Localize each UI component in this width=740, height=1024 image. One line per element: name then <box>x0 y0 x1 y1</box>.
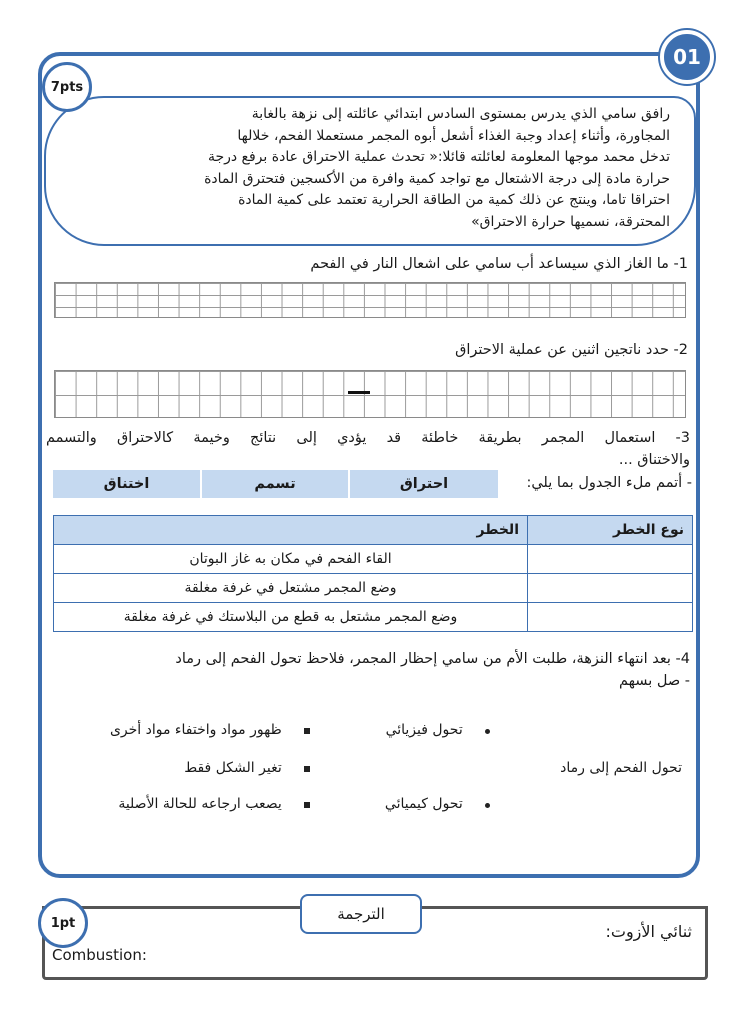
match-center-item: تحول الفحم إلى رماد <box>560 760 682 776</box>
bullet-square-icon <box>304 802 310 808</box>
match-property-1[interactable] <box>50 722 310 738</box>
bullet-dot-icon <box>485 803 490 808</box>
match-property-label: يصعب ارجاعه للحالة الأصلية <box>118 796 282 812</box>
question-3-line1: 3- استعمال المجمر بطريقة خاطئة قد يؤدي إلى نتائج وخيمة كالاحتراق والتسمم <box>46 430 690 446</box>
risk-cell: القاء الفحم في مكان به غاز البوتان <box>54 545 528 574</box>
translation-points-badge: 1pt <box>38 898 88 948</box>
match-property-label: تغير الشكل فقط <box>184 760 282 776</box>
risk-table <box>53 515 693 632</box>
match-type-label: تحول فيزيائي <box>385 722 463 738</box>
question-4-line2: - صل بسهم <box>618 673 690 689</box>
header-risk-type: نوع الخطر <box>528 516 693 545</box>
risk-type-cell[interactable] <box>528 545 693 574</box>
option-combustion: احتراق <box>350 470 498 498</box>
match-property-2[interactable] <box>50 760 310 776</box>
intro-line: تدخل محمد موجها المعلومة لعائلته قائلا:« تحدث عملية الاحتراق عادة برفع درجة <box>207 149 670 165</box>
option-poisoning: تسمم <box>202 470 348 498</box>
risk-type-cell[interactable] <box>528 574 693 603</box>
risk-cell: وضع المجمر مشتعل به قطع من البلاستك في غرفة مغلقة <box>54 603 528 632</box>
table-row <box>54 574 693 603</box>
table-row <box>54 545 693 574</box>
table-row <box>54 603 693 632</box>
question-3-line2: والاختناق ... <box>618 452 690 468</box>
question-3-instruction: - أتمم ملء الجدول بما يلي: <box>526 475 692 491</box>
translation-arabic-term: ثنائي الأزوت: <box>605 922 692 941</box>
question-4-line1: 4- بعد انتهاء النزهة، طلبت الأم من سامي إحظار المجمر، فلاحظ تحول الفحم إلى رماد <box>175 651 690 667</box>
intro-line: رافق سامي الذي يدرس بمستوى السادس ابتدائي عائلته إلى نزهة بالغابة <box>251 106 670 122</box>
points-badge: 7pts <box>42 62 92 112</box>
exercise-number-badge: 01 <box>660 30 714 84</box>
bullet-square-icon <box>304 728 310 734</box>
match-type-label: تحول كيميائي <box>384 796 463 812</box>
grid-separator-dash <box>348 391 370 394</box>
bullet-square-icon <box>304 766 310 772</box>
intro-line: المحترقة، نسميها حرارة الاحتراق» <box>471 213 670 230</box>
question-1: 1- ما الغاز الذي سيساعد أب سامي على اشعال النار في الفحم <box>310 256 688 272</box>
header-risk: الخطر <box>54 516 528 545</box>
match-property-3[interactable] <box>50 796 310 812</box>
table-header-row <box>54 516 693 545</box>
risk-type-cell[interactable] <box>528 603 693 632</box>
bullet-dot-icon <box>485 729 490 734</box>
match-property-label: ظهور مواد واختفاء مواد أخرى <box>109 722 282 738</box>
answer-grid-1[interactable] <box>54 282 686 318</box>
match-type-chemical[interactable] <box>340 796 490 812</box>
question-2: 2- حدد ناتجين اثنين عن عملية الاحتراق <box>455 342 688 358</box>
intro-line: المجاورة، وأثناء إعداد وجبة الغذاء أشعل أبوه المجمر مستعملا الفحم، خلالها <box>237 127 670 144</box>
option-suffocation: اختناق <box>53 470 200 498</box>
match-type-physical[interactable] <box>340 722 490 738</box>
risk-cell: وضع المجمر مشتعل في غرفة مغلقة <box>54 574 528 603</box>
intro-paragraph <box>70 104 670 233</box>
answer-grid-2[interactable] <box>54 370 686 418</box>
translation-english-term: Combustion: <box>52 946 147 964</box>
translation-tab: الترجمة <box>300 894 422 934</box>
intro-line: احتراقا تاما، وينتج عن ذلك كمية من الطاقة الحرارية تعتمد على كمية المادة <box>238 192 670 208</box>
intro-line: حرارة مادة إلى درجة الاشتعال مع تواجد كمية وافرة من الأكسجين فتحترق المادة <box>204 170 670 187</box>
